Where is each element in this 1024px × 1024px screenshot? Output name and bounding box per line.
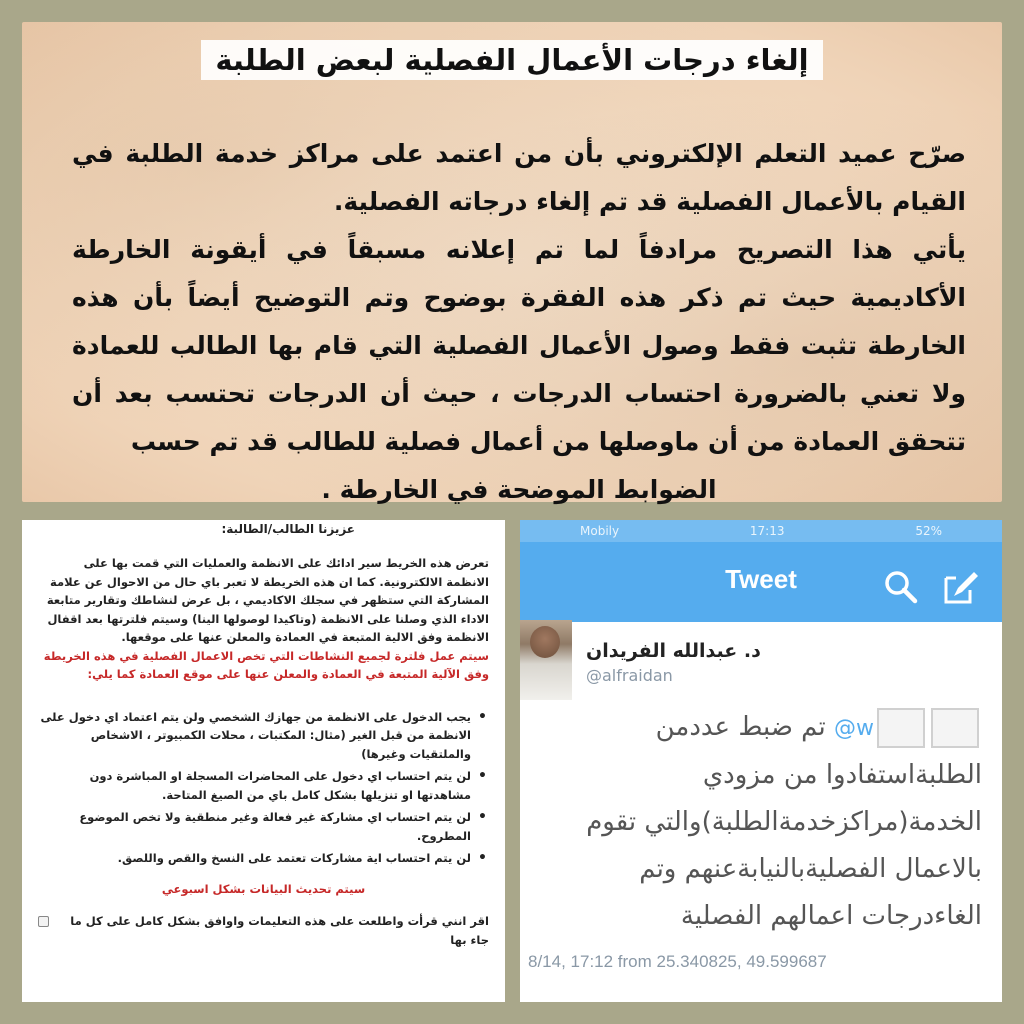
tweet-user-handle[interactable]: @alfraidan [586,666,673,685]
agreement-checkbox[interactable] [38,916,49,927]
mention-at-sign[interactable]: @ [834,716,856,741]
document-intro: تعرض هذه الخريط سير ادائك على الانظمة والعمليات التي قمت بها على الانظمة الالكترونية. كما ان هذه الخريطة لا تعبر باي حال من الاحوال عن علامة المشاركة التي ستظهر في سجلك الاكاديمي ، بل عرض لنشاطك وتقارير متابعة الاداء الذي وصلنا على الانظمة (وتاكيدا لوصولها الينا) وسيتم فلترتها بعد اقفال الانظمة وفق الالية المتبعة في العمادة والمعلن عنها على موقعها. [46,556,489,644]
list-item: • لن يتم احتساب اي مشاركة غير فعالة وغير منطقية ولا تخص الموضوع المطروح. [38,808,489,845]
tweet-user-name[interactable]: د. عبدالله الفريدان [586,640,761,662]
list-item: • يجب الدخول على الانظمة من جهازك الشخصي ولن يتم اعتماد اي دخول على الانظمة من قبل الغير (مثال: المكتبات ، محلات الكمبيوتر ، الاشخاص والملتقيات وغيرها) [38,708,489,764]
news-panel [22,22,1002,502]
document-greeting: عزيزنا الطالب/الطالبة: [221,522,355,536]
news-body [72,130,966,514]
document-content [38,554,489,949]
tweet-nav-bar [520,542,1002,622]
news-paragraph: الضوابط الموضحة في الخارطة . [321,475,717,504]
agreement-row[interactable] [38,912,489,949]
news-title: إلغاء درجات الأعمال الفصلية لبعض الطلبة [22,40,1002,80]
nav-title: Tweet [725,564,797,594]
tweet-text-rest: الطلبةاستفادوا من مزودي الخدمة(مراكزخدمةالطلبة)والتي تقوم بالاعمال الفصليةبالنيابةعنهم وتم الغاءدرجات اعمالهم الفصلية [586,760,982,931]
redacted-mention-box [877,708,925,748]
news-paragraph: صرّح عميد التعلم الإلكتروني بأن من اعتمد على مراكز خدمة الطلبة في القيام بالأعمال الفصلية قد تم إلغاء درجاته الفصلية. [72,139,966,216]
mention-tail[interactable]: w [856,716,874,741]
document-red-notice: سيتم عمل فلترة لجميع النشاطات التي تخص الاعمال الفصلية في هذه الخريطة وفق الآلية المتبعة في العمادة والمعلن عنها على موقع العمادة كما يلي: [43,648,489,681]
academic-map-document [22,520,505,1002]
document-weekly-notice: سيتم تحديث البيانات بشكل اسبوعي [161,881,366,896]
document-rules-list [38,708,489,868]
avatar[interactable] [520,620,572,700]
search-icon[interactable] [882,568,920,606]
tweet-text-first: تم ضبط عددمن [655,712,826,742]
compose-icon[interactable] [942,568,980,606]
tweet-text [570,704,982,940]
agreement-text: اقر انني قرأت واطلعت على هذه التعليمات واوافق بشكل كامل على كل ما جاء بها [70,914,489,947]
redacted-mention-box [931,708,979,748]
list-item: • لن يتم احتساب اية مشاركات تعتمد على النسخ والقص واللصق. [38,849,489,868]
news-paragraph: يأتي هذا التصريح مرادفاً لما تم إعلانه مسبقاً في أيقونة الخارطة الأكاديمية حيث تم ذكر هذه الفقرة بوضوح وتم التوضيح أيضاً بأن هذه الخارطة تثبت فقط وصول الأعمال الفصلية التي قام بها الطالب للعمادة ولا تعني بالضرورة احتساب الدرجات ، حيث أن الدرجات تحتسب بعد أن تتحقق العمادة من أن ماوصلها من أعمال فصلية للطالب قد تم حسب [72,235,966,456]
tweet-timestamp-location: 8/14, 17:12 from 25.340825, 49.599687 [528,952,827,971]
carrier-label: Mobily [580,524,620,538]
clock-label: 17:13 [749,524,785,538]
tweet-screenshot [520,520,1002,1002]
status-bar [520,520,1002,542]
list-item: • لن يتم احتساب اي دخول على المحاضرات المسجلة او المباشرة دون مشاهدتها او تنزيلها بشكل كامل باي من الصيغ المتاحة. [38,767,489,804]
battery-label: 52% [915,524,942,538]
